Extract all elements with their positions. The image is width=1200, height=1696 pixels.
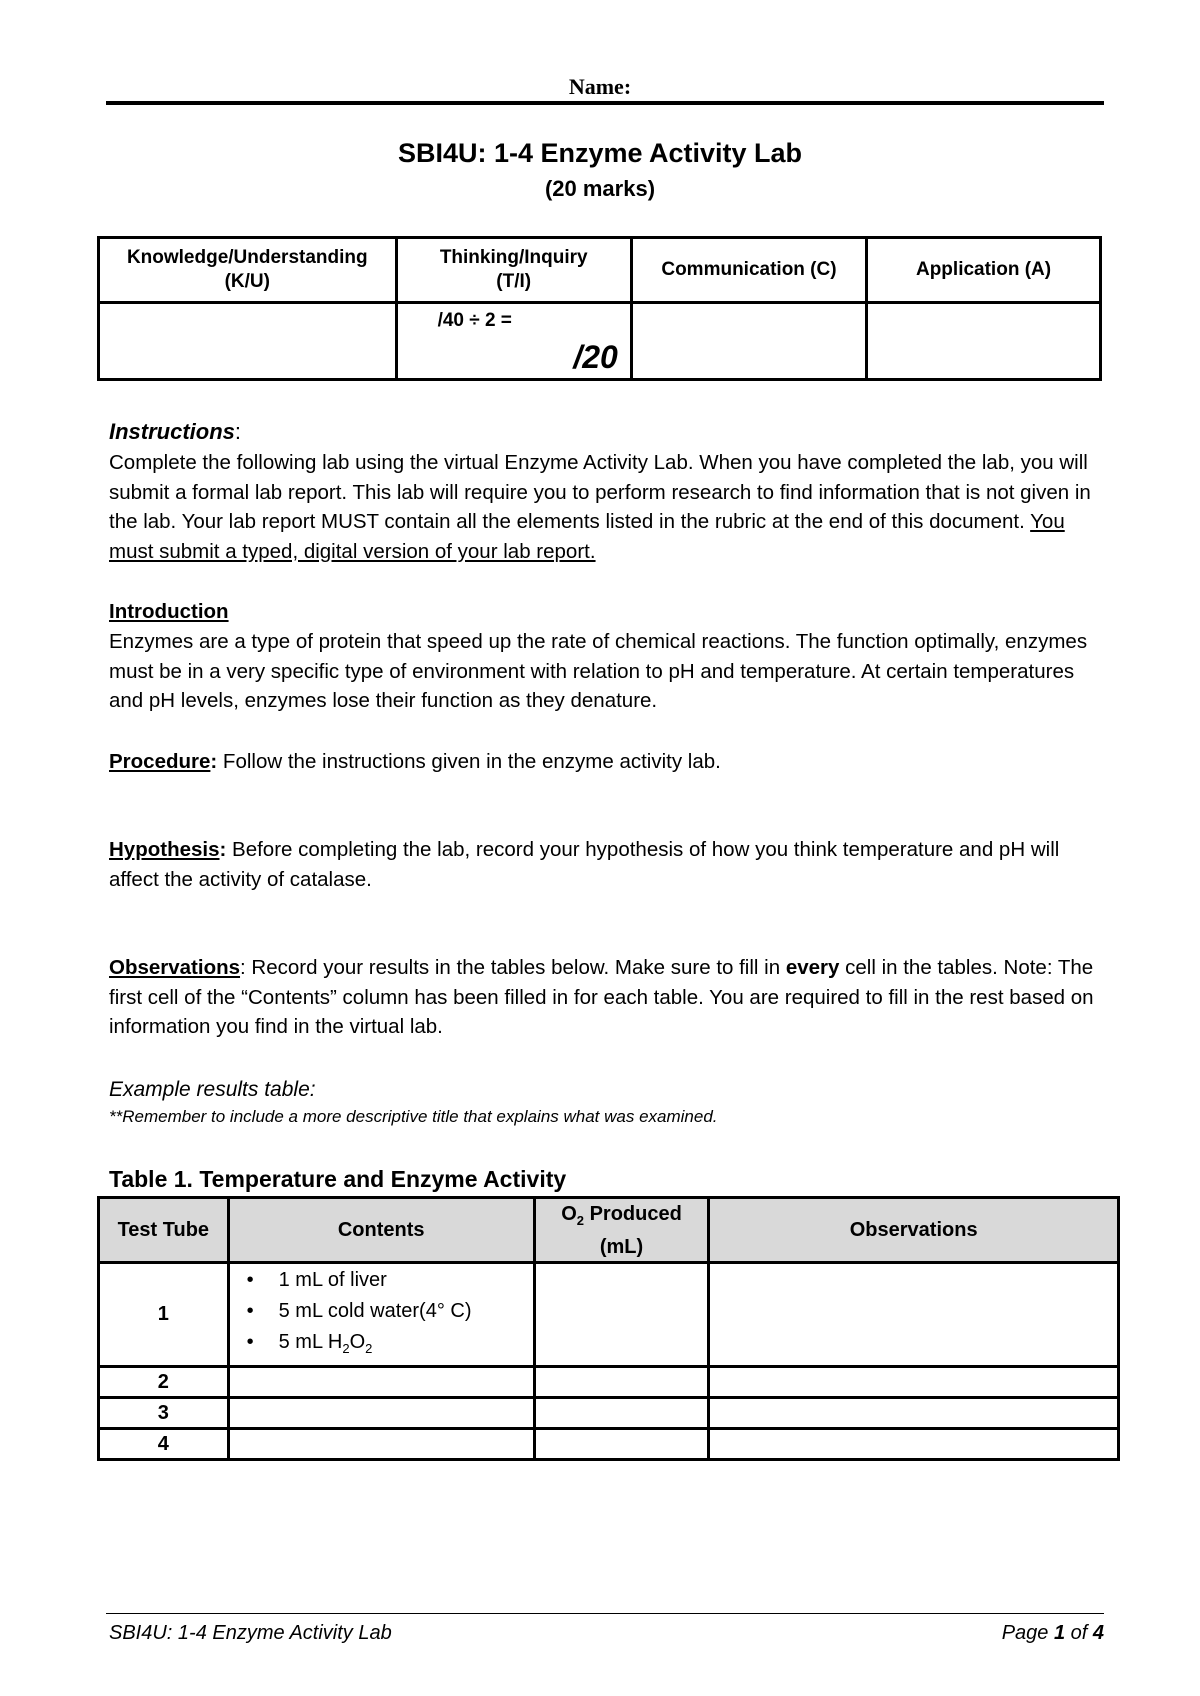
table-row bbox=[99, 1263, 1119, 1367]
marks-cell-ku[interactable] bbox=[99, 303, 397, 380]
header-observations: Observations bbox=[709, 1198, 1119, 1263]
marks-header-ku bbox=[99, 238, 397, 303]
observations-section: Observations: Record your results in the tables below. Make sure to fill in every cell in the tables. Note: The first cell of the “Contents” column has been filled in for each table. You are required to fill in the rest based on information you find in the virtual lab. bbox=[109, 956, 1094, 1038]
marks-header-a bbox=[867, 238, 1101, 303]
header-rule bbox=[106, 101, 1104, 105]
page-indicator bbox=[1002, 1622, 1104, 1645]
table-row bbox=[99, 1398, 1119, 1429]
marks-header-ku-line1: Knowledge/Understanding bbox=[126, 247, 368, 268]
contents-cell[interactable] bbox=[228, 1367, 534, 1398]
contents-list bbox=[231, 1265, 532, 1364]
marks-header-c bbox=[631, 238, 866, 303]
tube-number: 4 bbox=[99, 1429, 229, 1460]
observations-heading: Observations bbox=[109, 956, 241, 979]
observations-body-bold: every bbox=[785, 956, 840, 979]
footer-title: SBI4U: 1-4 Enzyme Activity Lab bbox=[109, 1622, 392, 1644]
introduction-heading bbox=[109, 597, 1099, 627]
o2-suffix: Produced bbox=[584, 1202, 682, 1225]
header-contents: Contents bbox=[228, 1198, 534, 1263]
page-prefix: Page bbox=[1001, 1622, 1054, 1644]
h2o2-mid: O bbox=[349, 1331, 366, 1353]
header-o2-produced bbox=[534, 1198, 709, 1263]
introduction-body: Enzymes are a type of protein that speed up the rate of chemical reactions. The function optimally, enzymes must be in a very specific type of environment with relation to pH and temperature. At certain temperatures and pH levels, enzymes lose their function as they denature. bbox=[109, 630, 1088, 712]
total-marks: (20 marks) bbox=[544, 176, 656, 201]
marks-header-ti-line1: Thinking/Inquiry bbox=[439, 247, 588, 268]
h2o2-sub2: 2 bbox=[365, 1341, 373, 1356]
observations-cell[interactable] bbox=[709, 1398, 1119, 1429]
marks-header-a-line1: Application (A) bbox=[915, 259, 1052, 280]
page-mid: of bbox=[1065, 1622, 1093, 1644]
ti-score: /20 bbox=[573, 339, 618, 375]
instructions-underlined: You must submit a typed, digital version of your lab report. bbox=[109, 510, 1065, 563]
page-total: 4 bbox=[1092, 1622, 1104, 1644]
observations-body-after: cell in the tables. Note: The first cell of the “Contents” column has been filled in for each table. You are required to fill in the rest based on information you find in the virtual lab. bbox=[109, 956, 1094, 1038]
o2-cell[interactable] bbox=[534, 1263, 709, 1367]
o2-sub: 2 bbox=[576, 1212, 585, 1228]
marks-header-ti-line2: (T/I) bbox=[496, 271, 532, 292]
ti-formula: /40 ÷ 2 = bbox=[437, 310, 512, 331]
marks-header-ku-line2: (K/U) bbox=[224, 271, 270, 292]
instructions-text: Complete the following lab using the virtual Enzyme Activity Lab. When you have completed the lab, you will submit a formal lab report. This lab will require you to perform research to find information that is not given in the lab. Your lab report MUST contain all the elements listed in the rubric at the end of this document. bbox=[109, 451, 1091, 533]
tube-number: 1 bbox=[99, 1263, 229, 1367]
marks-cell-a[interactable] bbox=[867, 303, 1101, 380]
instructions-heading-text: Instructions bbox=[109, 419, 235, 444]
marks-header-c-line1: Communication (C) bbox=[661, 259, 837, 280]
table-row bbox=[99, 1429, 1119, 1460]
procedure-section: Procedure: Follow the instructions given in the enzyme activity lab. bbox=[109, 750, 721, 773]
example-note: **Remember to include a more descriptive title that explains what was examined. bbox=[109, 1107, 718, 1126]
o2-cell[interactable] bbox=[534, 1429, 709, 1460]
observations-cell[interactable] bbox=[709, 1367, 1119, 1398]
results-table bbox=[97, 1196, 1120, 1461]
tube-number: 2 bbox=[99, 1367, 229, 1398]
introduction-heading-text: Introduction bbox=[109, 600, 229, 623]
contents-item: • 1 mL of liver bbox=[279, 1265, 532, 1296]
contents-cell[interactable] bbox=[228, 1263, 534, 1367]
marks-header-ti bbox=[396, 238, 631, 303]
hypothesis-heading: Hypothesis bbox=[109, 838, 220, 861]
o2-cell[interactable] bbox=[534, 1398, 709, 1429]
h2o2-sub1: 2 bbox=[342, 1341, 350, 1356]
observations-body-before: Record your results in the tables below. Make sure to fill in bbox=[245, 956, 786, 979]
o2-prefix: O bbox=[561, 1202, 577, 1225]
contents-cell[interactable] bbox=[228, 1429, 534, 1460]
contents-cell[interactable] bbox=[228, 1398, 534, 1429]
instructions-body bbox=[109, 448, 1099, 566]
procedure-body: Follow the instructions given in the enzyme activity lab. bbox=[217, 750, 721, 773]
header-test-tube: Test Tube bbox=[99, 1198, 229, 1263]
marks-table bbox=[97, 236, 1102, 381]
hypothesis-section: Hypothesis: Before completing the lab, record your hypothesis of how you think temperature and pH will affect the activity of catalase. bbox=[109, 838, 1060, 891]
marks-cell-ti[interactable] bbox=[396, 303, 631, 380]
o2-unit: (mL) bbox=[599, 1235, 644, 1258]
marks-cell-c[interactable] bbox=[631, 303, 866, 380]
instructions-heading: Instructions: bbox=[109, 419, 242, 444]
hypothesis-body: Before completing the lab, record your hypothesis of how you think temperature and pH will affect the activity of catalase. bbox=[109, 838, 1060, 891]
h2o2-pre: 5 mL H bbox=[278, 1331, 343, 1353]
o2-cell[interactable] bbox=[534, 1367, 709, 1398]
page-number: 1 bbox=[1053, 1622, 1066, 1644]
table-row bbox=[99, 1367, 1119, 1398]
footer-rule bbox=[106, 1613, 1104, 1614]
contents-item-h2o2 bbox=[279, 1327, 532, 1364]
contents-item: • 5 mL cold water(4° C) bbox=[279, 1296, 532, 1327]
document-title: SBI4U: 1-4 Enzyme Activity Lab bbox=[397, 138, 803, 168]
example-title: Example results table: bbox=[109, 1078, 316, 1101]
tube-number: 3 bbox=[99, 1398, 229, 1429]
observations-cell[interactable] bbox=[709, 1263, 1119, 1367]
observations-cell[interactable] bbox=[709, 1429, 1119, 1460]
table1-title: Table 1. Temperature and Enzyme Activity bbox=[109, 1166, 567, 1192]
procedure-heading: Procedure bbox=[109, 750, 211, 773]
name-label: Name: bbox=[568, 74, 632, 99]
